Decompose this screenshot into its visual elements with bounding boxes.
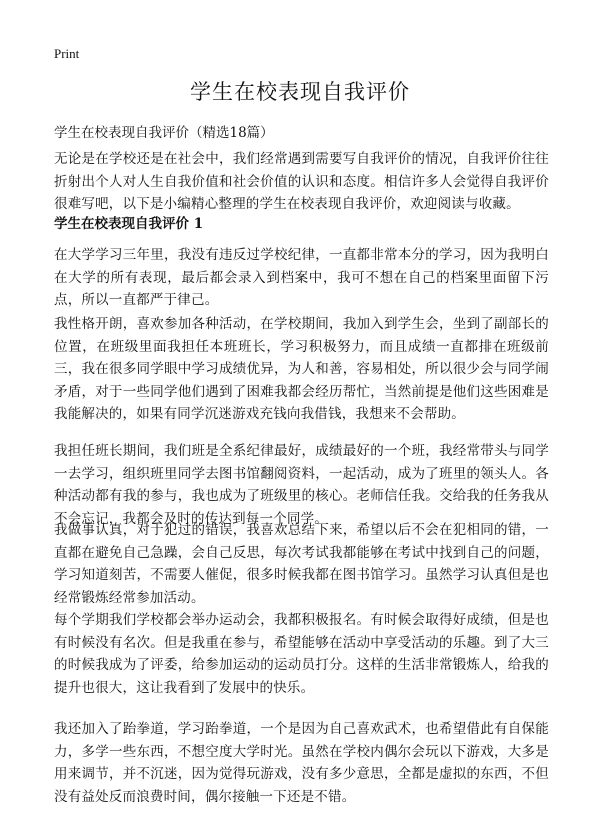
- intro-paragraph: 无论是在学校还是在社会中，我们经常遇到需要写自我评价的情况，自我评价往往折射出个人对人生自我价值和社会价值的认识和态度。相信许多人会觉得自我评价很难写吧，以下是小编精心整理的学生在校表现自我评价，欢迎阅读与收藏。: [54, 151, 549, 212]
- body-paragraph: 我做事认真，对于犯过的错误，我喜欢总结下来，希望以后不会在犯相同的错，一直都在避免自己急躁，会自己反思，每次考试我都能够在考试中找到自己的问题，学习知道刻苦，不需要人催促，很多时候我都在图书馆学习。虽然学习认真但是也经常锻炼经常参加活动。: [54, 522, 549, 606]
- print-link[interactable]: Print: [54, 46, 80, 61]
- body-paragraph: 每个学期我们学校都会举办运动会，我都积极报名。有时候会取得好成绩，但是也有时候没有名次。但是我重在参与，希望能够在活动中享受活动的乐趣。到了大三的时候我成为了评委，给参加运动的运动员打分。这样的生活非常锻炼人，给我的提升也很大，这让我看到了发展中的快乐。: [54, 612, 549, 696]
- body-paragraph: 我还加入了跆拳道，学习跆拳道，一个是因为自己喜欢武术，也希望借此有自保能力，多学一些东西，不想空度大学时光。虽然在学校内偶尔会玩以下游戏，大多是用来调节，并不沉迷，因为觉得玩游戏，没有多少意思，全都是虚拟的东西，不但没有益处反而浪费时间，偶尔接触一下还是不错。: [54, 721, 549, 805]
- body-paragraph: 我性格开朗，喜欢参加各种活动，在学校期间，我加入到学生会，坐到了副部长的位置，在班级里面我担任本班班长，学习积极努力，而且成绩一直都排在班级前三，我在很多同学眼中学习成绩优异，为人和善，容易相处，所以很少会与同学闹矛盾，对于一些同学他们遇到了困难我都会经历帮忙，当然前提是他们这些困难是我能解决的，如果有同学沉迷游戏充钱向我借钱，我想来不会帮助。: [54, 316, 549, 422]
- page-title: 学生在校表现自我评价: [190, 80, 410, 104]
- body-paragraph: 我担任班长期间，我们班是全系纪律最好，成绩最好的一个班，我经常带头与同学一去学习，组织班里同学去图书馆翻阅资料，一起活动，成为了班里的领头人。各种活动都有我的参与，我也成为了班级里的核心。老师信任我。交给我的任务我从不会忘记，我都会及时的传达到每一个同学。: [54, 443, 549, 527]
- article-subtitle: 学生在校表现自我评价（精选18篇）: [54, 125, 274, 141]
- section-heading: 学生在校表现自我评价 1: [54, 216, 204, 232]
- body-paragraph: 在大学学习三年里，我没有违反过学校纪律，一直都非常本分的学习，因为我明白在大学的所有表现，最后都会录入到档案中，我可不想在自己的档案里面留下污点，所以一直都严于律己。: [54, 247, 549, 308]
